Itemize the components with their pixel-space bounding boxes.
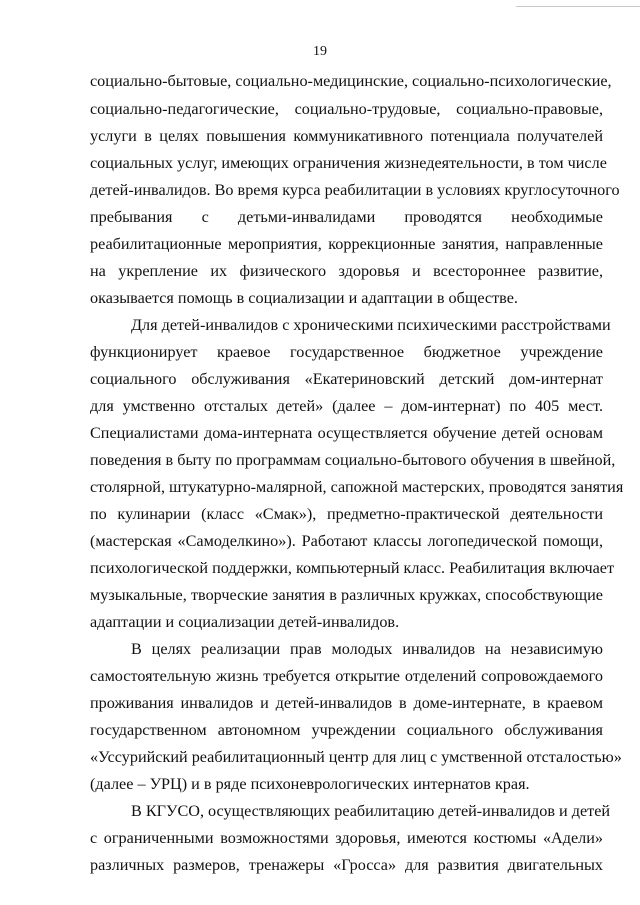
text-line: оказывается помощь в социализации и адаптации в обществе. [90, 289, 518, 307]
text-line: проживания инвалидов и детей-инвалидов в доме-интернате, в краевом [90, 694, 603, 712]
text-line: музыкальные, творческие занятия в различных кружках, способствующие [90, 586, 603, 604]
text-line: «Уссурийский реабилитационный центр для лиц с умственной отсталостью» [90, 748, 622, 766]
text-line: по кулинарии (класс «Смак»), предметно-практической деятельности [90, 505, 603, 523]
text-line: В КГУСО, осуществляющих реабилитацию детей-инвалидов и детей [131, 802, 611, 820]
text-line: на укрепление их физического здоровья и всестороннее развитие, [90, 262, 603, 280]
top-edge-rule [516, 6, 640, 7]
text-line: реабилитационные мероприятия, коррекционные занятия, направленные [90, 235, 603, 253]
text-line: поведения в быту по программам социально-бытового обучения в швейной, [90, 451, 616, 469]
text-line: самостоятельную жизнь требуется открытие отделений сопровождаемого [90, 667, 603, 685]
text-line: для умственно отсталых детей» (далее – дом-интернат) по 405 мест. [90, 397, 603, 415]
text-line: с ограниченными возможностями здоровья, имеются костюмы «Адели» [90, 829, 603, 847]
page-number: 19 [313, 44, 327, 59]
text-line: (далее – УРЦ) и в ряде психоневрологических интернатов края. [90, 775, 530, 793]
text-line: В целях реализации прав молодых инвалидов на независимую [131, 640, 603, 658]
text-line: услуги в целях повышения коммуникативного потенциала получателей [90, 127, 603, 145]
text-line: государственном автономном учреждении социального обслуживания [90, 721, 603, 739]
text-line: пребывания с детьми-инвалидами проводятся необходимые [90, 208, 603, 226]
text-line: (мастерская «Самоделкино»). Работают классы логопедической помощи, [90, 532, 603, 550]
text-line: социальных услуг, имеющих ограничения жизнедеятельности, в том числе [90, 154, 607, 172]
text-line: функционирует краевое государственное бюджетное учреждение [90, 343, 603, 361]
text-line: психологической поддержки, компьютерный класс. Реабилитация включает [90, 559, 615, 577]
text-line: различных размеров, тренажеры «Гросса» для развития двигательных [90, 856, 603, 874]
text-line: Специалистами дома-интерната осуществляется обучение детей основам [90, 424, 603, 442]
text-line: Для детей-инвалидов с хроническими психическими расстройствами [131, 316, 611, 334]
text-line: адаптации и социализации детей-инвалидов. [90, 613, 400, 631]
text-line: столярной, штукатурно-малярной, сапожной мастерских, проводятся занятия [90, 478, 624, 496]
text-line: социального обслуживания «Екатериновский детский дом-интернат [90, 370, 603, 388]
text-line: социально-педагогические, социально-трудовые, социально-правовые, [90, 100, 603, 118]
text-line: социально-бытовые, социально-медицинские, социально-психологические, [90, 72, 612, 90]
text-line: детей-инвалидов. Во время курса реабилитации в условиях круглосуточного [90, 181, 620, 199]
